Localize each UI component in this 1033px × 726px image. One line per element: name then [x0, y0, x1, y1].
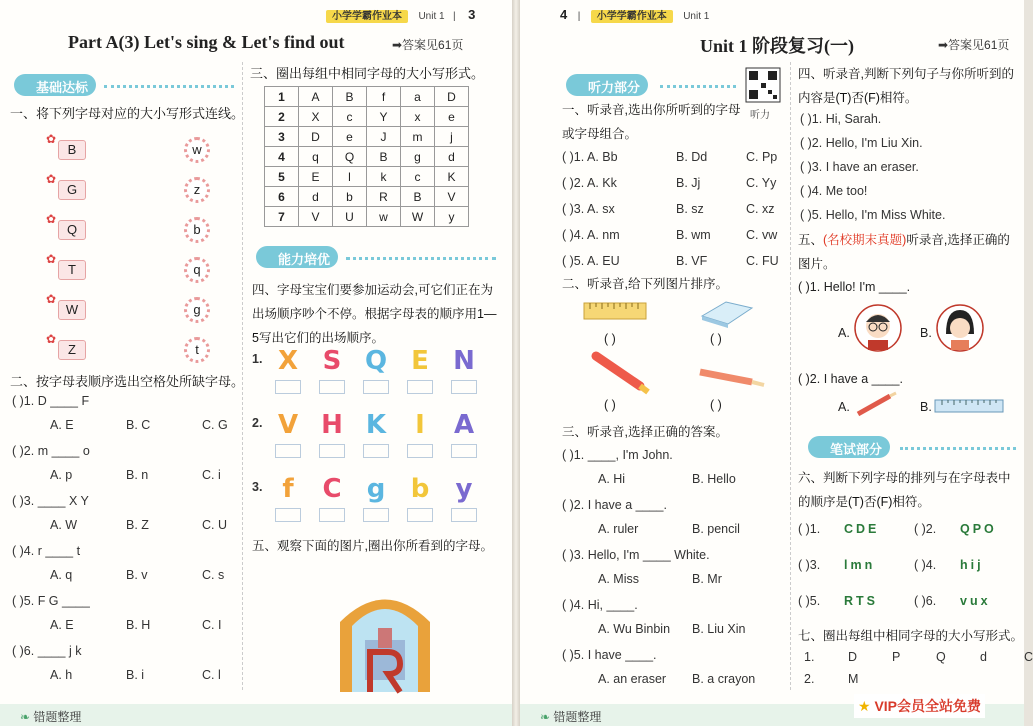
q2-option-c[interactable]: C. s — [202, 568, 225, 582]
grid-row — [265, 187, 469, 207]
r-q4-item[interactable]: ( )2. Hello, I'm Liu Xin. — [800, 136, 923, 150]
uppercase-tag[interactable]: G — [58, 180, 86, 200]
r-q3-question: ( )2. I have a ____. — [562, 498, 667, 512]
grid-row — [265, 87, 469, 107]
r-q3-question: ( )5. I have ____. — [562, 648, 657, 662]
order-blank[interactable] — [319, 444, 345, 458]
q1-title: 一、将下列字母对应的大小写形式连线。 — [10, 106, 245, 121]
banner-dots — [104, 85, 234, 88]
grid-cell: 1 — [265, 87, 299, 107]
page-title-right: Unit 1 阶段复习(一) — [700, 36, 854, 56]
q2-option-b[interactable]: B. C — [126, 418, 151, 432]
r-q7-letter[interactable]: D — [848, 650, 858, 664]
r-q7-letter[interactable]: M — [848, 672, 859, 686]
vip-text[interactable]: VIP会员全站免费 — [874, 698, 982, 714]
q2-option-a[interactable]: A. W — [50, 518, 78, 532]
grid-cell[interactable]: U — [333, 207, 367, 227]
q2-option-a[interactable]: A. h — [50, 668, 73, 682]
r-q7-title: 七、圈出每组中相同字母的大小写形式。 — [798, 629, 1024, 643]
grid-cell[interactable]: b — [333, 187, 367, 207]
cartoon-letter: C — [322, 474, 342, 504]
r-q3-option-a[interactable]: A. Hi — [598, 472, 626, 486]
grid-cell[interactable]: D — [299, 127, 333, 147]
bow-icon: ✿ — [46, 252, 57, 266]
r-q7-letter[interactable]: P — [892, 650, 901, 664]
vip-banner[interactable] — [854, 694, 985, 718]
grid-cell[interactable]: V — [435, 187, 469, 207]
banner-dots-4 — [900, 447, 1016, 450]
r-q1-option-b[interactable]: B. VF — [676, 254, 708, 268]
order-blank[interactable] — [363, 380, 389, 394]
r-q3-title: 三、听录音,选择正确的答案。 — [562, 425, 728, 439]
order-blank[interactable] — [451, 380, 477, 394]
eraser-picture — [696, 298, 756, 328]
q2-option-c[interactable]: C. l — [202, 668, 221, 682]
grid-cell[interactable]: c — [333, 107, 367, 127]
unit-label: Unit 1 — [418, 11, 445, 22]
page-title: Part A(3) Let's sing & Let's find out — [68, 32, 345, 52]
r-q6-number[interactable]: ( )6. — [914, 594, 937, 608]
q5-text: 五、观察下面的图片,圈出你所看到的字母。 — [252, 539, 493, 553]
grid-cell[interactable]: f — [367, 87, 401, 107]
column-divider — [242, 62, 243, 690]
r-q3-option-b[interactable]: B. Hello — [692, 472, 736, 486]
r-q1-option-c[interactable]: C. vw — [746, 228, 778, 242]
r-q5-2: ( )2. I have a ____. — [798, 372, 903, 386]
uppercase-tag[interactable]: T — [58, 260, 86, 280]
grid-cell: 2 — [265, 107, 299, 127]
grid-cell[interactable]: e — [333, 127, 367, 147]
order-blank[interactable] — [319, 380, 345, 394]
r-q6-letters: CDE — [844, 522, 880, 536]
lowercase-flower[interactable]: z — [184, 177, 210, 203]
cartoon-letter: I — [415, 410, 425, 440]
lowercase-flower[interactable]: b — [184, 217, 210, 243]
q2-option-c[interactable]: C. i — [202, 468, 221, 482]
grid-cell[interactable]: c — [401, 167, 435, 187]
r-q5-prefix: 五、 — [798, 233, 824, 247]
lowercase-flower[interactable]: g — [184, 297, 210, 323]
banner-ability: 能力培优 — [256, 246, 338, 268]
banner-dots-2 — [346, 257, 496, 260]
r-q4-item[interactable]: ( )5. Hello, I'm Miss White. — [800, 208, 946, 222]
order-blank[interactable] — [363, 444, 389, 458]
r-q4-item[interactable]: ( )4. Me too! — [800, 184, 868, 198]
grid-cell[interactable]: k — [367, 167, 401, 187]
q2-option-b[interactable]: B. n — [126, 468, 149, 482]
star-icon: ★ — [858, 698, 871, 714]
grid-cell: 5 — [265, 167, 299, 187]
r-q3-question: ( )3. Hello, I'm ____ White. — [562, 548, 710, 562]
uppercase-tag[interactable]: W — [58, 300, 86, 320]
footer-label-right: 错题整理 — [553, 710, 602, 724]
r-q6-number[interactable]: ( )1. — [798, 522, 821, 536]
q2-option-b[interactable]: B. Z — [126, 518, 149, 532]
r-q3-option-b[interactable]: B. pencil — [692, 522, 740, 536]
grid-cell: 6 — [265, 187, 299, 207]
r-q7-letter[interactable]: C — [1024, 650, 1033, 664]
bow-icon: ✿ — [46, 212, 57, 226]
grid-cell[interactable]: A — [299, 87, 333, 107]
cartoon-letter: S — [322, 346, 342, 376]
grid-cell[interactable]: g — [401, 147, 435, 167]
left-footer: ❧ 错题整理 — [0, 704, 512, 726]
r-q1-option-c[interactable]: C. FU — [746, 254, 779, 268]
grid-row — [265, 167, 469, 187]
paren-3: ( ) — [604, 398, 616, 412]
castle-letter-picture — [330, 582, 440, 692]
q2-option-a[interactable]: A. p — [50, 468, 73, 482]
cartoon-letter: K — [365, 410, 387, 440]
r-q6-letters: RTS — [844, 594, 878, 608]
grid-cell[interactable]: V — [299, 207, 333, 227]
grid-cell[interactable]: x — [401, 107, 435, 127]
q2-option-c[interactable]: C. U — [202, 518, 227, 532]
q2-option-c[interactable]: C. I — [202, 618, 222, 632]
header-sep-right: | — [577, 11, 581, 22]
r-q6-letters: vux — [960, 594, 991, 608]
cartoon-letter: H — [321, 410, 343, 440]
grid-row — [265, 207, 469, 227]
r-q1-option-b[interactable]: B. wm — [676, 228, 711, 242]
r-q5-1: ( )1. Hello! I'm ____. — [798, 280, 911, 294]
answer-ref-right: ➡答案见61页 — [938, 38, 1010, 52]
order-blank[interactable] — [451, 508, 477, 522]
r-q4-item[interactable]: ( )1. Hi, Sarah. — [800, 112, 882, 126]
r-q6-letters: QPO — [960, 522, 997, 536]
order-blank[interactable] — [407, 444, 433, 458]
grid-cell: 4 — [265, 147, 299, 167]
book-badge: 小学学霸作业本 — [326, 10, 408, 23]
r-q3-option-b[interactable]: B. Mr — [692, 572, 722, 586]
r-q6-number[interactable]: ( )4. — [914, 558, 937, 572]
paren-4: ( ) — [710, 398, 722, 412]
grid-cell: 3 — [265, 127, 299, 147]
r-q5-1-optA: A. — [838, 326, 850, 340]
q3-title: 三、圈出每组中相同字母的大小写形式。 — [250, 66, 485, 81]
paren-2: ( ) — [710, 332, 722, 346]
header-sep: | — [453, 11, 456, 22]
r-q5-1-optB: B. — [920, 326, 932, 340]
cartoon-letter: X — [277, 346, 299, 376]
grid-cell[interactable]: d — [435, 147, 469, 167]
q2-option-c[interactable]: C. G — [202, 418, 228, 432]
q2-option-a[interactable]: A. E — [50, 618, 74, 632]
banner-dots-3 — [660, 85, 736, 88]
left-page — [0, 0, 512, 726]
page-number: 3 — [468, 7, 476, 22]
grid-cell[interactable]: D — [435, 87, 469, 107]
banner-written: 笔试部分 — [808, 436, 890, 458]
column-divider-right — [790, 62, 791, 690]
grid-cell[interactable]: X — [299, 107, 333, 127]
lowercase-flower[interactable]: t — [184, 337, 210, 363]
grid-cell[interactable]: l — [333, 167, 367, 187]
grid-cell[interactable]: y — [435, 207, 469, 227]
r-q5-rest: 听录音,选择正确的图片。 — [798, 233, 1010, 271]
grid-cell[interactable]: J — [367, 127, 401, 147]
cartoon-letter: V — [277, 410, 299, 440]
q2-question: ( )2. m ____ o — [12, 444, 90, 458]
grid-cell[interactable]: W — [401, 207, 435, 227]
grid-cell[interactable]: a — [401, 87, 435, 107]
r-q6-letters: lmn — [844, 558, 876, 572]
r-q3-option-b[interactable]: B. a crayon — [692, 672, 756, 686]
grid-cell[interactable]: w — [367, 207, 401, 227]
r-q6-number[interactable]: ( )2. — [914, 522, 937, 536]
qr-code-icon — [746, 68, 780, 102]
cartoon-letter: E — [411, 346, 429, 376]
cartoon-letter: A — [453, 410, 475, 440]
grid-cell[interactable]: E — [299, 167, 333, 187]
r-q1-title: 一、听录音,选出你所听到的字母或字母组合。 — [562, 103, 741, 141]
r-q3-question: ( )4. Hi, ____. — [562, 598, 638, 612]
cartoon-letter: b — [410, 474, 430, 504]
q2-option-b[interactable]: B. i — [126, 668, 145, 682]
pencil-picture — [696, 366, 766, 388]
grid-cell[interactable]: B — [367, 147, 401, 167]
r-q2-title: 二、听录音,给下列图片排序。 — [562, 277, 728, 291]
footer-label: 错题整理 — [33, 710, 82, 724]
grid-cell[interactable]: d — [299, 187, 333, 207]
r-q5-title — [798, 228, 1020, 276]
r-q5-2-optB: B. — [920, 400, 932, 414]
unit-label-right: Unit 1 — [683, 11, 710, 22]
cartoon-letter: Q — [364, 346, 388, 376]
banner-listening: 听力部分 — [566, 74, 648, 96]
order-blank[interactable] — [319, 508, 345, 522]
order-blank[interactable] — [451, 444, 477, 458]
grid-cell[interactable]: R — [367, 187, 401, 207]
cartoon-letter: g — [366, 474, 386, 504]
row-number: 2. — [252, 416, 263, 430]
r-q3-option-a[interactable]: A. an eraser — [598, 672, 667, 686]
left-header — [326, 6, 475, 24]
crayon-picture — [590, 352, 650, 392]
r-q1-question[interactable]: ( )1. A. Bb — [562, 150, 618, 164]
q4-text: 四、字母宝宝们要参加运动会,可它们正在为出场顺序吵个不停。根据字母表的顺序用1—5写出它们的出场顺序。 — [252, 283, 497, 345]
r-q6-letters: hij — [960, 558, 984, 572]
grid-cell[interactable]: e — [435, 107, 469, 127]
grid-row — [265, 127, 469, 147]
grid-cell[interactable]: B — [333, 87, 367, 107]
r-q4-item[interactable]: ( )3. I have an eraser. — [800, 160, 919, 174]
banner-basic: 基础达标 — [14, 74, 96, 96]
order-blank[interactable] — [275, 380, 301, 394]
r-q1-option-b[interactable]: B. sz — [676, 202, 704, 216]
uppercase-tag[interactable]: B — [58, 140, 86, 160]
cartoon-letter: y — [455, 474, 473, 504]
r-q3-option-a[interactable]: A. Wu Binbin — [598, 622, 671, 636]
grid-row — [265, 147, 469, 167]
grid-row — [265, 107, 469, 127]
r-q6-number[interactable]: ( )3. — [798, 558, 821, 572]
r-q7-letter[interactable]: d — [980, 650, 987, 664]
r-q1-option-b[interactable]: B. Dd — [676, 150, 708, 164]
q2-question: ( )6. ____ j k — [12, 644, 82, 658]
q2-option-b[interactable]: B. H — [126, 618, 151, 632]
letter-grid — [264, 86, 469, 227]
cartoon-letter: N — [453, 346, 475, 376]
right-footer: ❧ 错题整理 — [520, 704, 1024, 726]
grid-cell[interactable]: B — [401, 187, 435, 207]
grid-cell[interactable]: m — [401, 127, 435, 147]
r-q1-question[interactable]: ( )2. A. Kk — [562, 176, 617, 190]
r-q7-letter: 2. — [804, 672, 815, 686]
bow-icon: ✿ — [46, 292, 57, 306]
uppercase-tag[interactable]: Z — [58, 340, 86, 360]
uppercase-tag[interactable]: Q — [58, 220, 86, 240]
bow-icon: ✿ — [46, 172, 57, 186]
grid-cell[interactable]: K — [435, 167, 469, 187]
r-q3-option-a[interactable]: A. Miss — [598, 572, 639, 586]
right-header — [560, 6, 709, 24]
q2-question: ( )1. D ____ F — [12, 394, 90, 408]
boy-glasses-picture — [854, 304, 902, 352]
r-q5-2-optA: A. — [838, 400, 850, 414]
qr-label: 听力 — [750, 110, 770, 121]
answer-ref: ➡答案见61页 — [392, 38, 464, 52]
grid-cell: 7 — [265, 207, 299, 227]
r-q6-title: 六、判断下列字母的排列与在字母表中的顺序是(T)否(F)相符。 — [798, 471, 1011, 509]
grid-cell[interactable]: Y — [367, 107, 401, 127]
q2-question: ( )4. r ____ t — [12, 544, 81, 558]
r-q1-option-c[interactable]: C. xz — [746, 202, 775, 216]
r-q3-question: ( )1. ____, I'm John. — [562, 448, 673, 462]
ruler-option-picture — [934, 398, 1004, 414]
q2-option-a[interactable]: A. E — [50, 418, 74, 432]
r-q7-letter: 1. — [804, 650, 815, 664]
grid-cell[interactable]: q — [299, 147, 333, 167]
book-badge-right: 小学学霸作业本 — [591, 10, 673, 23]
grid-cell[interactable]: Q — [333, 147, 367, 167]
r-q3-option-a[interactable]: A. ruler — [598, 522, 639, 536]
q2-option-a[interactable]: A. q — [50, 568, 73, 582]
order-blank[interactable] — [407, 508, 433, 522]
row-number: 1. — [252, 352, 263, 366]
q2-option-b[interactable]: B. v — [126, 568, 148, 582]
row-number: 3. — [252, 480, 263, 494]
r-q1-option-c[interactable]: C. Yy — [746, 176, 777, 190]
cartoon-letter: f — [282, 474, 294, 504]
bow-icon: ✿ — [46, 332, 57, 346]
right-page — [520, 0, 1033, 726]
r-q1-question[interactable]: ( )5. A. EU — [562, 254, 620, 268]
lowercase-flower[interactable]: q — [184, 257, 210, 283]
r-q7-letter[interactable]: Q — [936, 650, 946, 664]
lowercase-flower[interactable]: w — [184, 137, 210, 163]
r-q4-title: 四、听录音,判断下列句子与你所听到的内容是(T)否(F)相符。 — [798, 67, 1014, 105]
bow-icon: ✿ — [46, 132, 57, 146]
q2-question: ( )3. ____ X Y — [12, 494, 89, 508]
grid-cell[interactable]: j — [435, 127, 469, 147]
order-blank[interactable] — [363, 508, 389, 522]
page-number-right: 4 — [560, 7, 568, 22]
book-gutter — [512, 0, 520, 726]
pencil-option-picture — [854, 390, 898, 418]
q2-title: 二、按字母表顺序选出空格处所缺字母。 — [10, 374, 245, 389]
r-q3-option-b[interactable]: B. Liu Xin — [692, 622, 746, 636]
order-blank[interactable] — [275, 508, 301, 522]
order-blank[interactable] — [275, 444, 301, 458]
r-q6-number[interactable]: ( )5. — [798, 594, 821, 608]
r-q1-option-b[interactable]: B. Jj — [676, 176, 701, 190]
r-q1-question[interactable]: ( )3. A. sx — [562, 202, 615, 216]
ruler-picture — [582, 300, 648, 322]
r-q1-option-c[interactable]: C. Pp — [746, 150, 778, 164]
order-blank[interactable] — [407, 380, 433, 394]
r-q5-tag: (名校期末真题) — [823, 233, 907, 247]
r-q1-question[interactable]: ( )4. A. nm — [562, 228, 620, 242]
q2-question: ( )5. F G ____ — [12, 594, 90, 608]
girl-picture — [936, 304, 984, 352]
paren-1: ( ) — [604, 332, 616, 346]
